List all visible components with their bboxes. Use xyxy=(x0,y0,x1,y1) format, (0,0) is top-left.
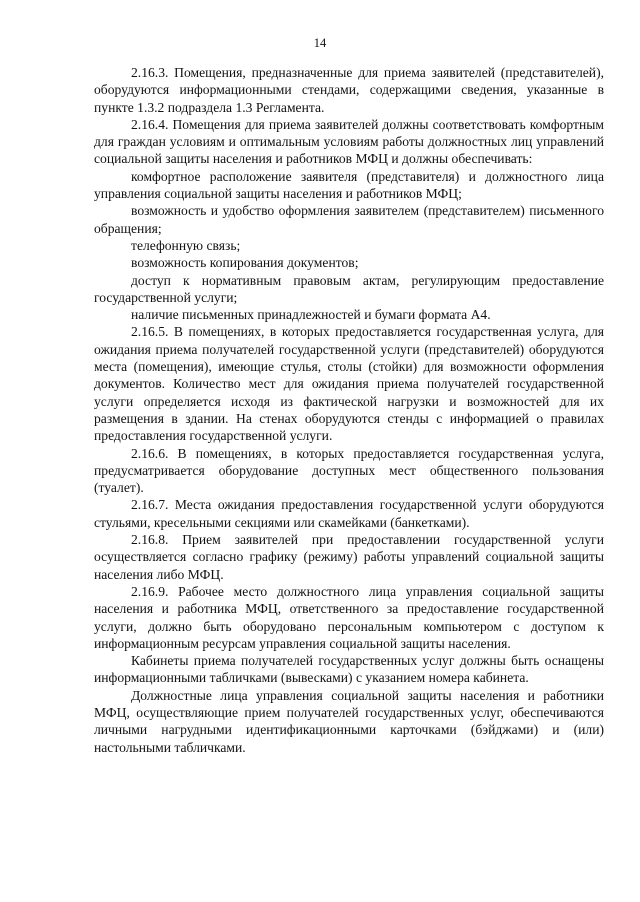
list-item-stationery: наличие письменных принадлежностей и бумаги формата А4. xyxy=(131,307,491,323)
paragraph-cabinets: Кабинеты приема получателей государственных услуг должны быть оснащены информационными табличками (вывесками) с указанием номера кабинета. xyxy=(94,653,604,686)
list-item-written-appeal: возможность и удобство оформления заявителем (представителем) письменного обращения; xyxy=(94,203,604,236)
paragraph-2-16-3: 2.16.3. Помещения, предназначенные для приема заявителей (представителей), оборудуются информационными стендами, содержащими сведения, указанные в пункте 1.3.2 подраздела 1.3 Регламента. xyxy=(94,65,604,115)
document-body xyxy=(94,64,604,756)
list-item-legal-acts: доступ к нормативным правовым актам, регулирующим предоставление государственной услуги; xyxy=(94,272,604,305)
paragraph-badges: Должностные лица управления социальной защиты населения и работники МФЦ, осуществляющие прием получателей государственных услуг, обеспечиваются личными нагрудными идентификационными карточками (бэйджами) и (или) настольными табличками. xyxy=(94,687,604,755)
paragraph-2-16-6: 2.16.6. В помещениях, в которых предоставляется государственная услуга, предусматривается оборудование доступных мест общественного пользования (туалет). xyxy=(94,445,604,496)
list-item-phone: телефонную связь; xyxy=(131,237,241,253)
paragraph-2-16-9: 2.16.9. Рабочее место должностного лица управления социальной защиты населения и работника МФЦ, ответственного за предоставление государственной услуги, должно быть оборудовано персональным компьютером с доступом к информационным ресурсам управления социальной защиты населения. xyxy=(94,583,604,651)
page-number: 14 xyxy=(313,36,327,50)
paragraph-2-16-4: 2.16.4. Помещения для приема заявителей должны соответствовать комфортным для граждан условиям и оптимальным условиям работы должностных лиц управлений социальной защиты населения и работников МФЦ и должны обеспечивать: xyxy=(94,116,604,167)
list-item-comfortable-placement: комфортное расположение заявителя (представителя) и должностного лица управления социальной защиты населения и работников МФЦ; xyxy=(94,168,604,202)
list-item-copying: возможность копирования документов; xyxy=(131,255,359,271)
paragraph-2-16-7: 2.16.7. Места ожидания предоставления государственной услуги оборудуются стульями, кресельными секциями или скамейками (банкетками). xyxy=(94,497,604,530)
paragraph-2-16-5: 2.16.5. В помещениях, в которых предоставляется государственная услуга, для ожидания приема получателей государственной услуги (представителей) оборудуются места (помещения), имеющие стулья, столы (стойки) для возможности оформления документов. Количество мест для ожидания приема получателей государственной услуги определяется исходя из фактической нагрузки и возможностей для их размещения в здании. На стенах оборудуются стенды с информацией о правилах предоставления государственной услуги. xyxy=(94,324,604,444)
paragraph-2-16-8: 2.16.8. Прием заявителей при предоставлении государственной услуги осуществляется согласно графику (режиму) работы управлений социальной защиты населения либо МФЦ. xyxy=(94,532,604,582)
